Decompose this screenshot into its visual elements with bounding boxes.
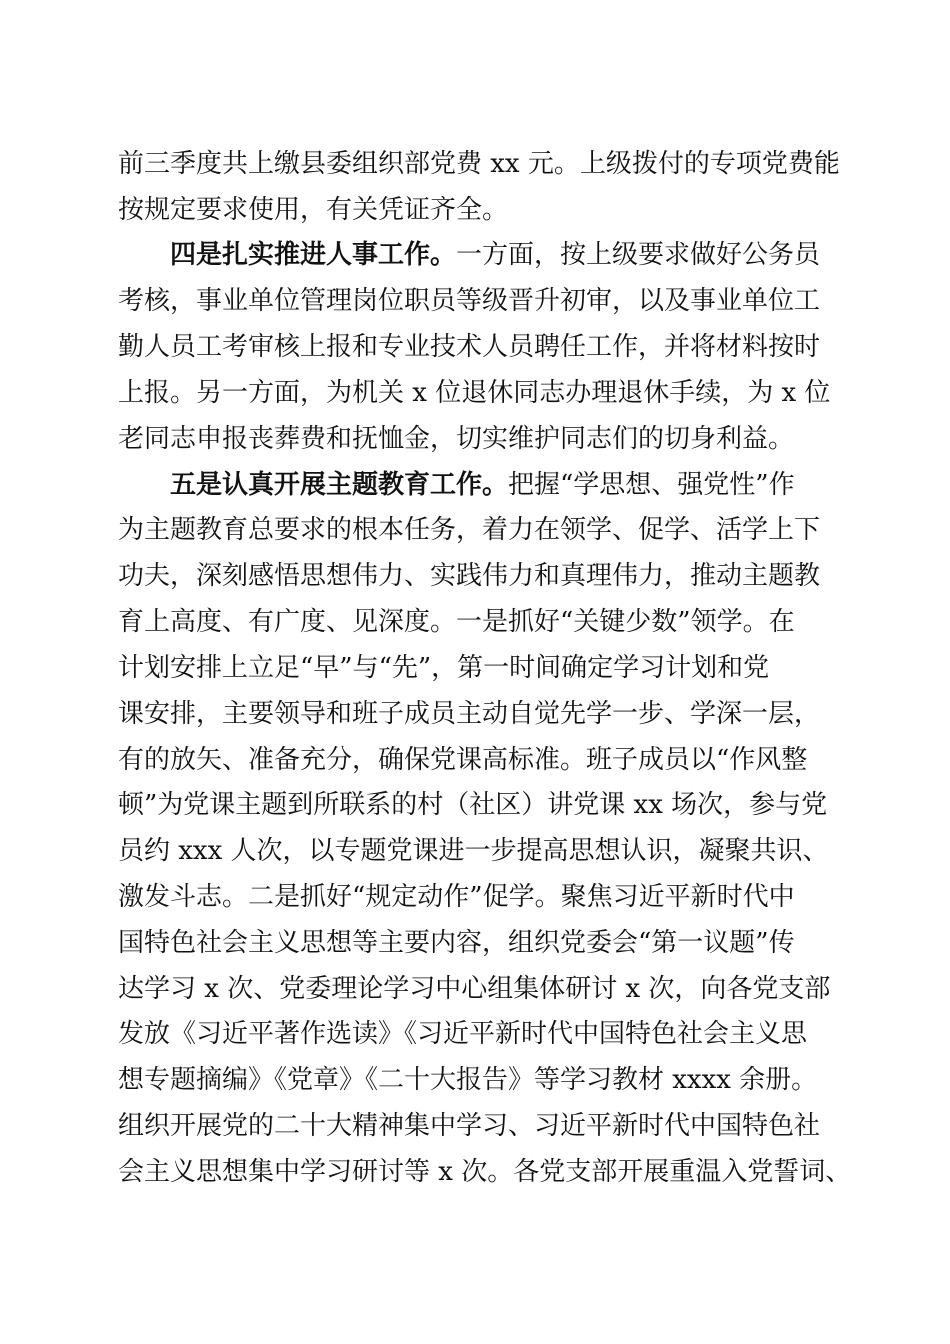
section-heading: 四是扎实推进人事工作。	[170, 240, 457, 270]
text-line: 课安排，主要领导和班子成员主动自觉先学一步、学深一层，	[118, 699, 821, 729]
text-line: 员约 xxx 人次，以专题党课进一步提高思想认识，凝聚共识、	[118, 836, 829, 866]
text-line: 顿”为党课主题到所联系的村（社区）讲党课 xx 场次，参与党	[118, 790, 828, 820]
text-line: 会主义思想集中学习研讨等 x 次。各党支部开展重温入党誓词、	[118, 1157, 852, 1187]
text-line: 功夫，深刻感悟思想伟力、实践伟力和真理伟力，推动主题教	[118, 561, 821, 591]
text-line: 为主题教育总要求的根本任务，着力在领学、促学、活学上下	[118, 515, 821, 545]
text-line: 计划安排上立足“早”与“先”，第一时间确定学习计划和党	[118, 653, 770, 683]
text-line: 前三季度共上缴县委组织部党费 xx 元。上级拨付的专项党费能	[118, 149, 840, 179]
paragraph-text: 把握“学思想、强党性”作	[508, 470, 795, 500]
text-line: 有的放矢、准备充分，确保党课高标准。班子成员以“作风整	[118, 745, 808, 775]
text-line: 想专题摘编》《党章》《二十大报告》等学习教材 xxxx 余册。	[118, 1065, 818, 1095]
text-line: 组织开展党的二十大精神集中学习、习近平新时代中国特色社	[118, 1111, 821, 1141]
text-line: 育上高度、有广度、见深度。一是抓好“关键少数”领学。在	[118, 607, 795, 637]
text-line: 上报。另一方面，为机关 x 位退休同志办理退休手续，为 x 位	[118, 378, 831, 408]
text-line: 勤人员工考审核上报和专业技术人员聘任工作，并将材料按时	[118, 332, 821, 362]
text-line: 激发斗志。二是抓好“规定动作”促学。聚焦习近平新时代中	[118, 882, 795, 912]
section-heading: 五是认真开展主题教育工作。	[170, 470, 509, 500]
text-line: 考核，事业单位管理岗位职员等级晋升初审，以及事业单位工	[118, 286, 821, 316]
text-line: 达学习 x 次、党委理论学习中心组集体研讨 x 次，向各党支部	[118, 974, 831, 1004]
paragraph-first-line	[170, 235, 834, 275]
paragraph-text: 一方面，按上级要求做好公务员	[456, 240, 821, 270]
text-line: 老同志申报丧葬费和抚恤金，切实维护同志们的切身利益。	[118, 424, 795, 454]
text-line: 发放《习近平著作选读》《习近平新时代中国特色社会主义思	[118, 1019, 808, 1049]
paragraph-first-line	[170, 465, 834, 505]
text-line: 按规定要求使用，有关凭证齐全。	[118, 195, 509, 225]
text-line: 国特色社会主义思想等主要内容，组织党委会“第一议题”传	[118, 928, 795, 958]
